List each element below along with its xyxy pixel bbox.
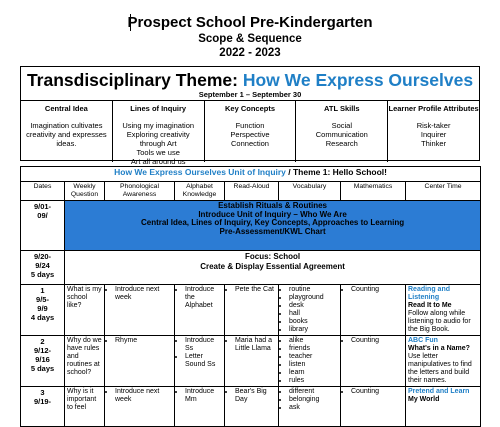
text-line: 9/9 [37,304,48,313]
theme-grid [21,100,479,166]
text-line: 09/ [37,211,48,220]
phono-cell [105,387,175,427]
bullet-list [343,337,403,345]
school-year: 2022 - 2023 [219,47,281,59]
center-description: Use letter manipulatives to find the letters and build their names. [408,353,472,384]
table-row [21,336,481,387]
column-header: Alphabet Knowledge [175,182,225,201]
bullet-list [281,337,338,385]
text-line: 9/20- [33,252,52,261]
bullet-item: • rules [289,377,338,385]
bullet-list [343,388,403,396]
theme-title [21,70,479,91]
bullet-list [227,388,276,404]
theme-column-heading: Key Concepts [224,104,275,113]
theme-column [21,101,112,162]
date-cell [21,285,65,336]
bullet-item: • Introduce next week [115,286,172,302]
vocab-cell [279,285,341,336]
theme-column-line: Perspective [230,130,270,139]
bullet-list [177,286,222,310]
table-row [21,387,481,427]
theme-column-line: Art all around us [130,157,186,166]
column-header: Weekly Question [65,182,105,201]
text-line: 3 [40,388,45,397]
column-header: Center Time [406,182,481,201]
center-description: Follow along while listening to audio for the Big Book. [408,310,471,333]
center-activity: Read It to Me [408,302,452,309]
text-line: Establish Rituals & Routines [218,201,327,210]
document-subtitle: Scope & Sequence [198,33,302,45]
weekly-question-cell: Why is it important to feel [65,387,105,427]
text-line: Create & Display Essential Agreement [200,262,345,271]
bullet-list [107,286,172,302]
text-line: 2 [40,337,45,346]
bullet-item: • listen [289,361,338,369]
text-line: 9/19- [33,397,52,406]
bullet-item: • hall [289,310,338,318]
theme-column [112,101,204,166]
bullet-item: • Counting [351,388,403,396]
phono-cell [105,285,175,336]
theme-column-heading: Learner Profile Attributes [388,104,479,113]
school-title: Prospect School Pre-Kindergarten [127,14,373,31]
text-line: 1 [40,286,45,295]
theme-column-line: Using my imagination [122,121,195,130]
read-cell [225,285,279,336]
theme-column [204,101,296,162]
bullet-item: • playground [289,294,338,302]
theme-column-line: Social [331,121,352,130]
bullet-item: • Letter Sound Ss [185,353,222,369]
theme-box [20,66,480,166]
center-title: ABC Fun [408,337,438,344]
theme-column [387,101,479,162]
bullet-item: • Pete the Cat [235,286,276,294]
bullet-item: • learn [289,369,338,377]
bullet-item: • Introduce Mm [185,388,222,404]
date-cell [21,201,65,251]
center-title: Reading and Listening [408,286,451,301]
weekly-question-cell: What is my school like? [65,285,105,336]
theme-dates: September 1 – September 30 [198,90,302,99]
bullet-item: • library [289,326,338,334]
math-cell [341,387,406,427]
alpha-cell [175,387,225,427]
theme-column-line: Exploring creativity [126,130,190,139]
theme-column-line: through Art [139,139,177,148]
theme-column-line: ideas. [56,139,77,148]
column-header-row [21,182,481,201]
theme-column-line: Communication [315,130,368,139]
text-line: 9/16 [35,355,50,364]
text-line: 5 days [30,364,55,373]
bullet-item: • different [289,388,338,396]
theme-name: How We Express Ourselves [242,70,474,90]
center-title: Pretend and Learn [408,388,470,395]
unit-title-rest: / Theme 1: Hello School! [285,167,387,177]
text-line: 9/12- [33,346,52,355]
phono-cell [105,336,175,387]
unit-title-blue: How We Express Ourselves Unit of Inquiry [114,167,286,177]
bullet-item: • books [289,318,338,326]
column-header: Dates [21,182,65,201]
bullet-item: • ask [289,404,338,412]
center-time-cell [406,336,481,387]
text-line: Introduce Unit of Inquiry – Who We Are [198,209,347,219]
date-cell [21,387,65,427]
bullet-item: • Introduce Ss [185,337,222,353]
theme-column-heading: Lines of Inquiry [130,104,187,113]
table-row [21,251,481,285]
math-cell [341,336,406,387]
focus-banner [65,251,481,285]
bullet-list [107,337,172,345]
center-time-cell [406,285,481,336]
weekly-question-cell: Why do we have rules and routines at school? [65,336,105,387]
theme-column [295,101,387,162]
theme-column-line: Risk-taker [416,121,451,130]
bullet-list [177,388,222,404]
table-row [21,201,481,251]
math-cell [341,285,406,336]
bullet-item: • Introduce the Alphabet [185,286,222,310]
bullet-item: • Rhyme [115,337,172,345]
bullet-item: • Counting [351,286,403,294]
center-time-cell [406,387,481,427]
theme-column-line: Function [235,121,265,130]
bullet-item: • Counting [351,337,403,345]
theme-column-line: Connection [231,139,269,148]
bullet-list [227,286,276,294]
column-header: Vocabulary [279,182,341,201]
alpha-cell [175,285,225,336]
theme-column-line: Thinker [421,139,447,148]
alpha-cell [175,336,225,387]
column-header: Mathematics [341,182,406,201]
bullet-item: • desk [289,302,338,310]
bullet-list [281,286,338,334]
date-cell [21,251,65,285]
date-cell [21,336,65,387]
bullet-item: • friends [289,345,338,353]
bullet-list [227,337,276,353]
read-cell [225,387,279,427]
routines-banner [65,201,481,251]
theme-column-line: Imagination cultivates [30,121,103,130]
text-line: 9/5- [36,295,49,304]
vocab-cell [279,336,341,387]
bullet-list [281,388,338,412]
column-header: Phonological Awareness [105,182,175,201]
bullet-list [107,388,172,404]
text-line: Central Idea, Lines of Inquiry, Key Concepts, Approaches to Learning [140,218,405,227]
text-line: 9/01- [33,202,52,211]
table-row [21,285,481,336]
text-line: 9/24 [35,261,50,270]
center-activity: My World [408,396,440,403]
unit-title [21,167,481,182]
theme-column-line: Research [325,139,358,148]
text-line: Pre-Assessment/KWL Chart [219,226,326,236]
bullet-item: • Bear's Big Day [235,388,276,404]
scope-sequence-table [20,166,481,427]
bullet-item: • Introduce next week [115,388,172,404]
theme-column-line: Inquirer [420,130,447,139]
text-line: Focus: School [244,252,301,261]
column-header: Read-Aloud [225,182,279,201]
theme-column-line: Tools we use [136,148,180,157]
bullet-item: • alike [289,337,338,345]
theme-column-heading: Central Idea [44,104,88,113]
theme-column-heading: ATL Skills [324,104,360,113]
text-line: 5 days [30,270,55,279]
center-activity: What's in a Name? [408,345,470,352]
bullet-item: • Maria had a Little Llama [235,337,276,353]
bullet-item: • belonging [289,396,338,404]
theme-column-line: creativity and expresses [26,130,107,139]
unit-title-row [21,167,481,182]
bullet-list [343,286,403,294]
bullet-item: • routine [289,286,338,294]
vocab-cell [279,387,341,427]
read-cell [225,336,279,387]
text-line: 4 days [30,313,55,322]
bullet-list [177,337,222,369]
theme-prefix: Transdisciplinary Theme: [26,70,238,90]
bullet-item: • teacher [289,353,338,361]
